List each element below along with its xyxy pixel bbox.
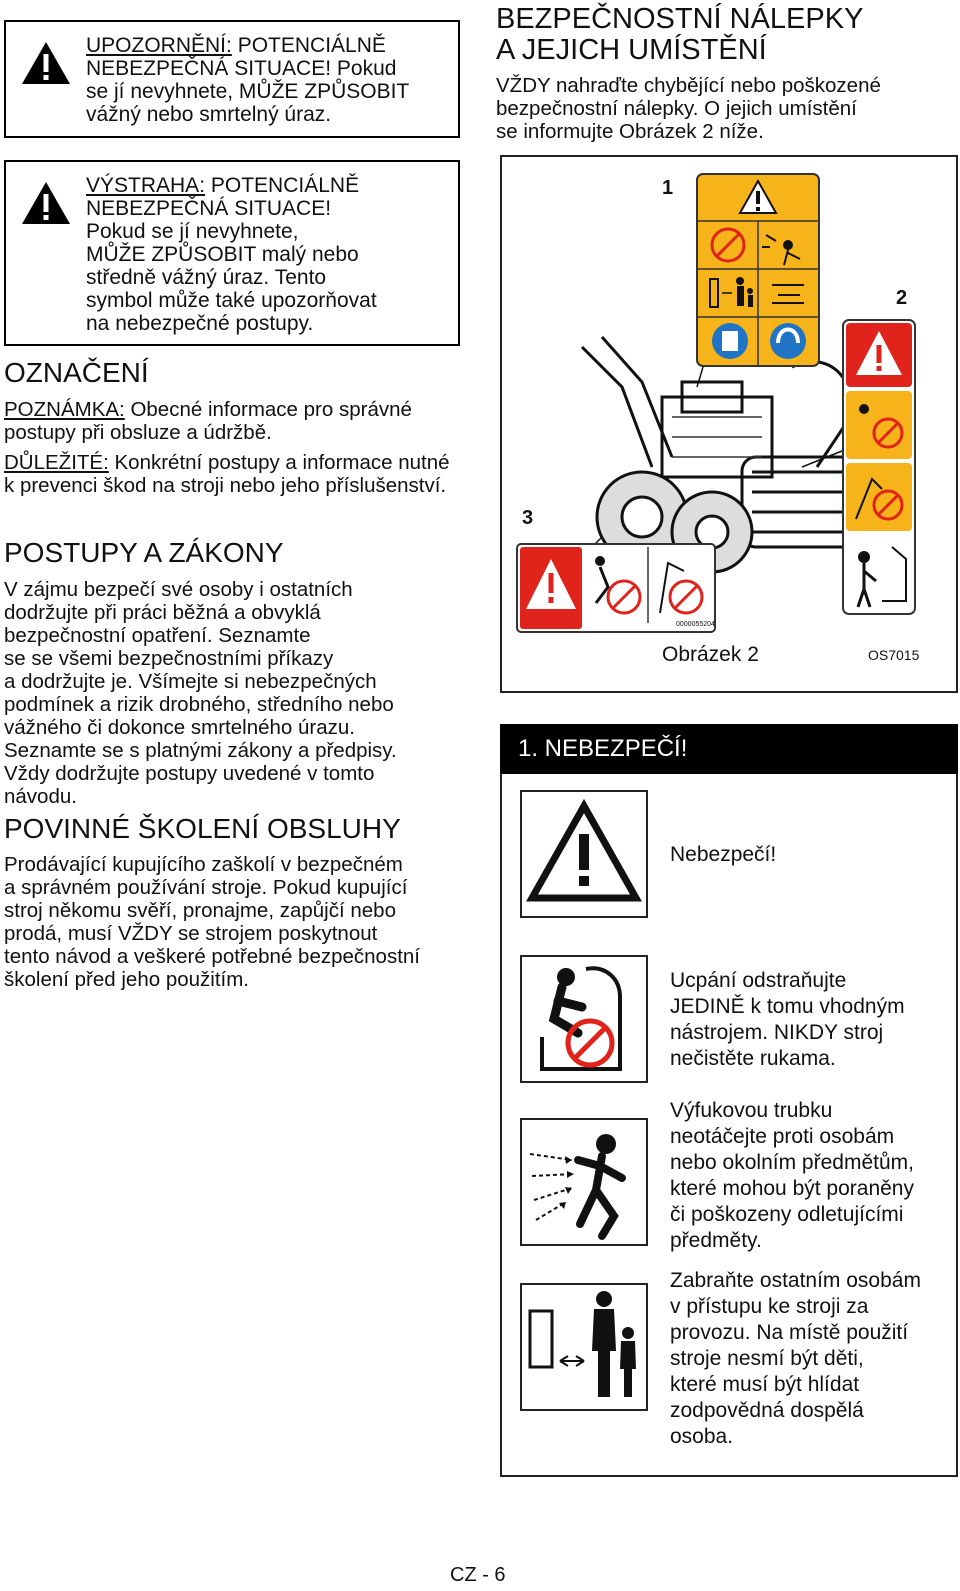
warning-line: Pokud se jí nevyhnete, [86,220,299,243]
text-line: vážného či dokonce smrtelného úrazu. [4,716,355,739]
text-line: návodu. [4,785,77,808]
text-line: Zabraňte ostatním osobám [670,1269,921,1292]
warning-line: NEBEZPEČNÁ SITUACE! Pokud [86,57,397,80]
postupy-paragraph [4,578,460,808]
text-line: podmínek a rizik drobného, středního nebo [4,693,394,716]
note-label: POZNÁMKA: [4,398,125,421]
text-line: VŽDY nahraďte chybějící nebo poškozené [496,74,881,97]
text-line: které musí být hlídat [670,1373,860,1396]
section-title-postupy: POSTUPY A ZÁKONY [4,537,284,568]
text-line: Prodávající kupujícího zaškolí v bezpečném [4,853,403,876]
callout-2: 2 [896,287,908,309]
text-line: Vždy dodržujte postupy uvedené v tomto [4,762,375,785]
decal-part-number: 0000055204 [676,621,715,628]
text-line: se informujte Obrázek 2 níže. [496,120,764,143]
warning-line: na nebezpečné postupy. [86,312,314,335]
section-title-nalepky [496,4,946,66]
text-line: a dodržujte je. Všímejte si nebezpečných [4,670,377,693]
warning-line: POTENCIÁLNĚ [210,174,360,197]
page-number: CZ - 6 [450,1564,506,1586]
section-title-oznaceni: OZNAČENÍ [4,357,149,388]
warning-line: POTENCIÁLNĚ [237,34,386,57]
important-label: DŮLEŽITÉ: [4,451,109,474]
danger-triangle-icon [520,790,648,918]
text-line: nečistěte rukama. [670,1047,836,1070]
skoleni-paragraph [4,853,460,991]
decal-item-text [670,968,950,1072]
text-line: předměty. [670,1229,762,1252]
title-line: A JEJICH UMÍSTĚNÍ [496,34,767,66]
note-paragraph [4,398,460,444]
text-line: které mohou být poraněny [670,1177,914,1200]
text-line: nebo okolním předmětům, [670,1151,914,1174]
decal-item-text [670,842,950,868]
nalepky-intro [496,74,946,143]
decal-1 [696,173,820,367]
warning-label: VÝSTRAHA: [86,174,206,197]
important-text: Konkrétní postupy a informace nutné k prevenci škod na stroji nebo jeho příslušenství. [4,451,450,497]
section-title-skoleni: POVINNÉ ŠKOLENÍ OBSLUHY [4,813,401,844]
warning-line: se jí nevyhnete, MŮŽE ZPŮSOBIT [86,80,410,103]
text-line: se se všemi bezpečnostními příkazy [4,647,334,670]
callout-3: 3 [522,507,534,529]
text-line: bezpečnostní opatření. Seznamte [4,624,311,647]
important-paragraph [4,451,460,497]
text-line: či poškozeny odletujícími [670,1203,904,1226]
decal-header: 1. NEBEZPEČÍ! [500,724,958,774]
text-line: provozu. Na místě použití [670,1321,909,1344]
text-line: nástrojem. NIKDY stroj [670,1021,884,1044]
warning-text [86,34,450,126]
keep-bystanders-away-icon [520,1283,648,1411]
flying-debris-icon [520,1118,648,1246]
figure-2 [500,155,958,693]
warning-box-upozorneni [4,20,460,138]
no-hand-clearing-icon [520,955,648,1083]
text-line: bezpečnostní nálepky. O jejich umístění [496,97,857,120]
warning-line: středně vážný úraz. Tento [86,266,327,289]
text-line: Seznamte se s platnými zákony a předpisy. [4,739,397,762]
warning-triangle-icon [20,180,72,226]
decal-item-text [670,1098,950,1254]
text-line: stroj někomu svěří, pronajme, zapůjčí nebo [4,899,396,922]
text-line: v přístupu ke stroji za [670,1295,869,1318]
warning-triangle-icon [20,40,72,86]
note-text: Obecné informace pro správné postupy při obsluze a údržbě. [4,398,412,444]
text-line: JEDINĚ k tomu vhodným [670,995,905,1018]
text-line: osoba. [670,1425,734,1448]
text-line: tento návod a veškeré potřebné bezpečnostní [4,945,420,968]
text-line: zodpovědná dospělá [670,1399,864,1422]
warning-line: symbol může také upozorňovat [86,289,377,312]
decal-3 [516,543,716,633]
text-line: stroje nesmí být děti, [670,1347,864,1370]
warning-box-vystraha [4,160,460,346]
text-line: Nebezpečí! [670,843,777,866]
warning-line: MŮŽE ZPŮSOBIT malý nebo [86,243,359,266]
text-line: neotáčejte proti osobám [670,1125,895,1148]
text-line: dodržujte při práci běžná a obvyklá [4,601,321,624]
text-line: a správném používání stroje. Pokud kupující [4,876,408,899]
text-line: Ucpání odstraňujte [670,969,847,992]
text-line: školení před jeho použitím. [4,968,249,991]
figure-caption: Obrázek 2 [662,643,759,666]
warning-line: vážný nebo smrtelný úraz. [86,103,332,126]
text-line: V zájmu bezpečí své osoby i ostatních [4,578,353,601]
text-line: Výfukovou trubku [670,1099,833,1122]
figure-code: OS7015 [868,647,920,663]
warning-label: UPOZORNĚNÍ: [86,34,232,57]
title-line: BEZPEČNOSTNÍ NÁLEPKY [496,3,864,35]
callout-1: 1 [662,177,674,199]
text-line: prodá, musí VŽDY se strojem poskytnout [4,922,378,945]
decal-item-text [670,1268,950,1450]
decal-2 [842,319,916,615]
warning-text [86,174,450,335]
warning-line: NEBEZPEČNÁ SITUACE! [86,197,332,220]
